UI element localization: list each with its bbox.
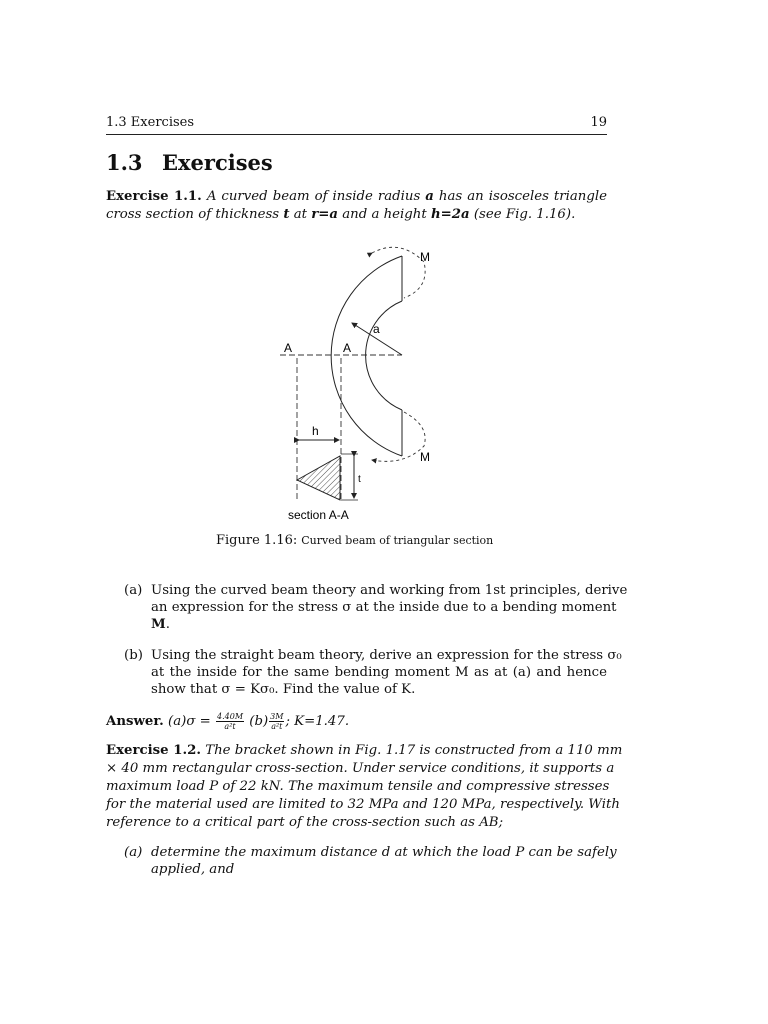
section-number: 1.3 bbox=[106, 150, 143, 175]
exercise-label: Exercise 1.2. bbox=[106, 743, 202, 758]
answer: Answer. (a)σ = $\frac{4.40M}{\text{a²t}}$ (b) $\frac{3M}{\text{a²t}}$ ; K=1.47. bbox=[106, 712, 350, 731]
curved-beam-figure bbox=[270, 240, 450, 530]
figure-caption-label: Figure 1.16: bbox=[216, 533, 298, 548]
part-b-label: (b) bbox=[124, 648, 143, 663]
answer-label: Answer. bbox=[106, 714, 164, 729]
part-a-label: (a) bbox=[124, 583, 143, 598]
label-a-left: A bbox=[284, 341, 293, 355]
section-heading bbox=[106, 150, 273, 175]
exercise-1-2: Exercise 1.2. The bracket shown in Fig. 1.17 is constructed from a 110 mm × 40 mm rectangular cross-section. Under service conditions, it supports a maximum load P of 22 kN. The maximum tensile and compressive stresses for the material used are limited to 32 MPa and 120 MPa, respectively. With reference to a critical part of the cross-section such as AB; bbox=[106, 743, 623, 830]
triangle-cross-section bbox=[297, 456, 340, 500]
label-h: h bbox=[312, 424, 319, 438]
part-a-text: Using the curved beam theory and working from 1st principles, derive an expression for the stress σ at the inside due to a bending moment M. bbox=[151, 583, 628, 632]
exercise-label: Exercise 1.1. bbox=[106, 189, 202, 204]
document-page: 1.3 Exercises 19 1.3 Exercises Exercise 1.1. A curved beam of inside radius a has an isosceles triangle cross section of thickness t at r=a and a height h=2a (see Fig. 1.16). M M a A A h t section A-A Figure 1.16: Curved beam of triangular section (a) Using the curved beam theory and working from 1st principles, derive an expression for the stress σ at the inside due to a bending moment M. (b) Using the straight beam theory, derive an expression for the stress σ₀ at the inside for the same bending moment M as at (a) and hence show that σ = Kσ₀. Find the value of K. Answer. (a)σ = $\frac{4.40M}{\text{a²t}}$ (b) $\frac{3M}{\text{a²t}}$ ; K=1.47. Exercise 1.2. The bracket shown in Fig. 1.17 is constructed from a 110 mm × 40 mm rectangular cross-section. Under service conditions, it supports a maximum load P of 22 kN. The maximum tensile and compressive stresses for the material used are limited to 32 MPa and 120 MPa, respectively. With reference to a critical part of the cross-section such as AB; (a) determine the maximum distance d at which the load P can be safely applied, and bbox=[106, 115, 628, 877]
moment-arrow-bottom bbox=[372, 412, 425, 461]
label-a-radius: a bbox=[373, 322, 380, 336]
curved-beam-outline bbox=[331, 256, 402, 456]
label-m-bottom: M bbox=[420, 450, 430, 464]
moment-arrow-top bbox=[372, 247, 425, 298]
header-rule bbox=[106, 134, 607, 135]
figure-caption-text: Curved beam of triangular section bbox=[301, 534, 494, 547]
running-head-section: 1.3 Exercises bbox=[106, 115, 195, 130]
exercise-1-1-line-2: cross section of thickness t at r=a and a height h=2a (see Fig. 1.16). bbox=[106, 207, 576, 222]
figure-caption bbox=[216, 533, 493, 548]
section-title: Exercises bbox=[162, 150, 273, 175]
label-t: t bbox=[358, 474, 361, 485]
exercise-1-1-line-1: Exercise 1.1. A curved beam of inside radius a has an isosceles triangle bbox=[106, 189, 607, 204]
label-a-right: A bbox=[343, 341, 352, 355]
part-b-text: Using the straight beam theory, derive an expression for the stress σ₀ at the inside for the same bending moment M as at (a) and hence show that σ = Kσ₀. Find the value of K. bbox=[151, 648, 622, 697]
label-section-a-a: section A-A bbox=[288, 508, 349, 522]
page-number: 19 bbox=[590, 115, 607, 130]
fraction-a: $\frac{4.40M}{\text{a²t}}$ bbox=[217, 712, 244, 731]
exercise-1-1 bbox=[106, 188, 607, 224]
fraction-b: $\frac{3M}{\text{a²t}}$ bbox=[270, 712, 284, 731]
label-m-top: M bbox=[420, 250, 430, 264]
